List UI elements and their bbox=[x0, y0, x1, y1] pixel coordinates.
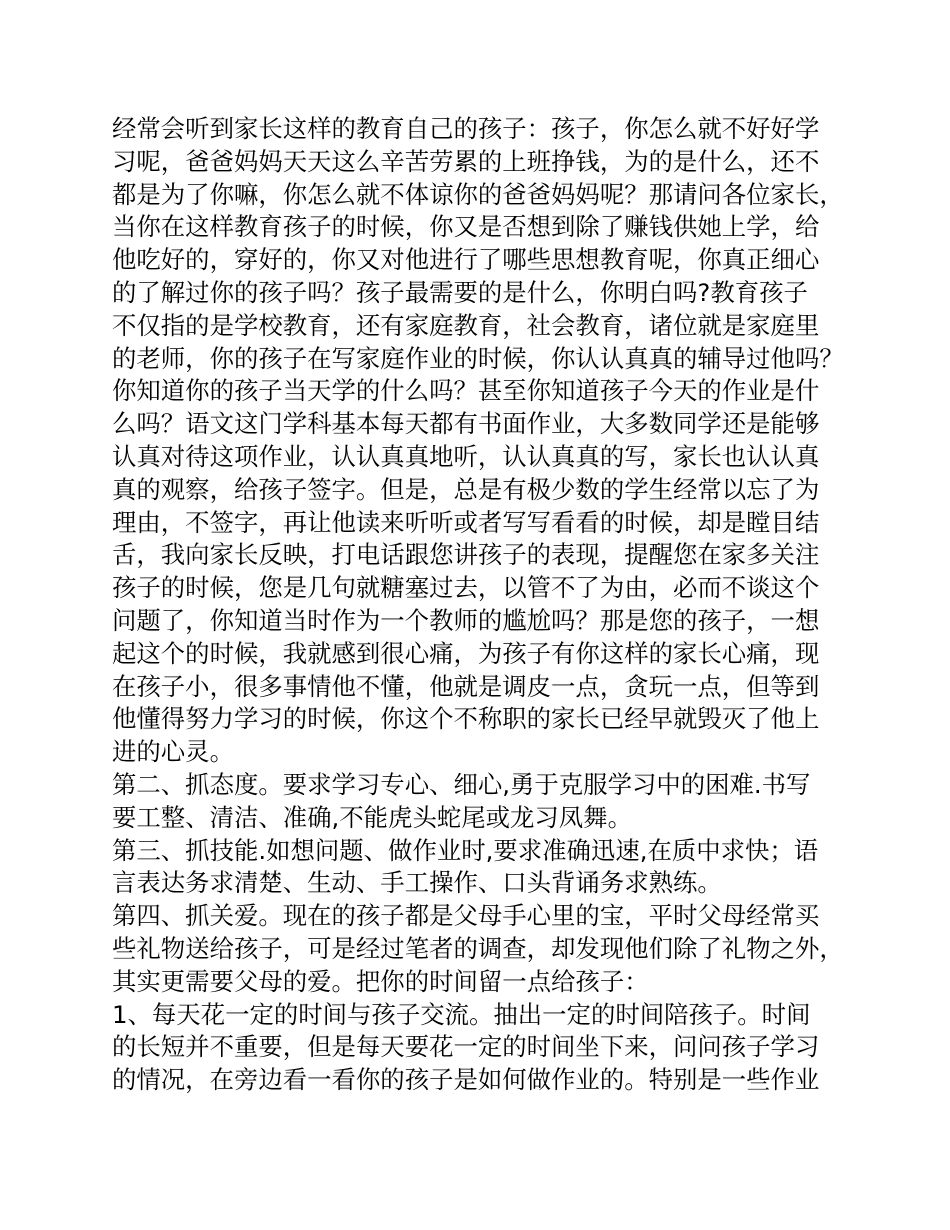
body-text bbox=[112, 113, 857, 1097]
text-line: 习呢，爸爸妈妈天天这么辛苦劳累的上班挣钱，为的是什么，还不 bbox=[112, 146, 820, 176]
text-line: 在孩子小，很多事情他不懂，他就是调皮一点，贪玩一点，但等到 bbox=[112, 671, 820, 701]
text-line: 孩子的时候，您是几句就糖塞过去，以管不了为由，必而不谈这个 bbox=[112, 573, 820, 603]
text-line: 些礼物送给孩子，可是经过笔者的调查，却发现他们除了礼物之外， bbox=[112, 933, 844, 963]
text-line: 问题了，你知道当时作为一个教师的尴尬吗？那是您的孩子，一想 bbox=[112, 605, 820, 635]
text-line: 其实更需要父母的爱。把你的时间留一点给孩子： bbox=[112, 966, 649, 996]
text-line: 经常会听到家长这样的教育自己的孩子：孩子，你怎么就不好好学 bbox=[112, 114, 820, 143]
text-line: 他吃好的，穿好的，你又对他进行了哪些思想教育呢，你真正细心 bbox=[112, 245, 820, 275]
text-line: 的情况，在旁边看一看你的孩子是如何做作业的。特别是一些作业 bbox=[112, 1065, 820, 1095]
text-line: 起这个的时候，我就感到很心痛，为孩子有你这样的家长心痛，现 bbox=[112, 638, 820, 668]
text-line: 要工整、清洁、准确,不能虎头蛇尾或龙习凤舞。 bbox=[112, 802, 632, 832]
text-line: 第三、抓技能.如想问题、做作业时,要求准确迅速,在质中求快；语 bbox=[112, 835, 819, 865]
text-line: 言表达务求清楚、生动、手工操作、口头背诵务求熟练。 bbox=[112, 868, 722, 898]
text-line: 他懂得努力学习的时候，你这个不称职的家长已经早就毁灭了他上 bbox=[112, 704, 820, 734]
text-line: 1、每天花一定的时间与孩子交流。抽出一定的时间陪孩子。时间 bbox=[112, 999, 811, 1029]
text-line: 你知道你的孩子当天学的什么吗？甚至你知道孩子今天的作业是什 bbox=[112, 376, 820, 406]
text-line: 第四、抓关爱。现在的孩子都是父母手心里的宝，平时父母经常买 bbox=[112, 901, 820, 931]
text-line: 认真对待这项作业，认认真真地听，认认真真的写，家长也认认真 bbox=[112, 441, 820, 471]
text-line: 么吗？语文这门学科基本每天都有书面作业，大多数同学还是能够 bbox=[112, 409, 820, 439]
text-line: 当你在这样教育孩子的时候，你又是否想到除了赚钱供她上学，给 bbox=[112, 212, 820, 242]
text-line: 的长短并不重要，但是每天要花一定的时间坐下来，问问孩子学习 bbox=[112, 1032, 820, 1062]
text-line: 都是为了你嘛，你怎么就不体谅你的爸爸妈妈呢？那请问各位家长， bbox=[112, 179, 844, 209]
text-line: 第二、抓态度。要求学习专心、细心,勇于克服学习中的困难.书写 bbox=[112, 769, 811, 799]
text-line: 舌，我向家长反映，打电话跟您讲孩子的表现，提醒您在家多关注 bbox=[112, 540, 820, 570]
text-line: 的了解过你的孩子吗？孩子最需要的是什么，你明白吗?教育孩子 bbox=[112, 277, 808, 307]
text-line: 的老师，你的孩子在写家庭作业的时候，你认认真真的辅导过他吗？ bbox=[112, 343, 844, 373]
text-line: 进的心灵。 bbox=[112, 737, 234, 767]
text-line: 真的观察，给孩子签字。但是，总是有极少数的学生经常以忘了为 bbox=[112, 474, 820, 504]
text-line: 理由，不签字，再让他读来听听或者写写看看的时候，却是瞠目结 bbox=[112, 507, 820, 537]
text-line: 不仅指的是学校教育，还有家庭教育，社会教育，诸位就是家庭里 bbox=[112, 310, 820, 340]
